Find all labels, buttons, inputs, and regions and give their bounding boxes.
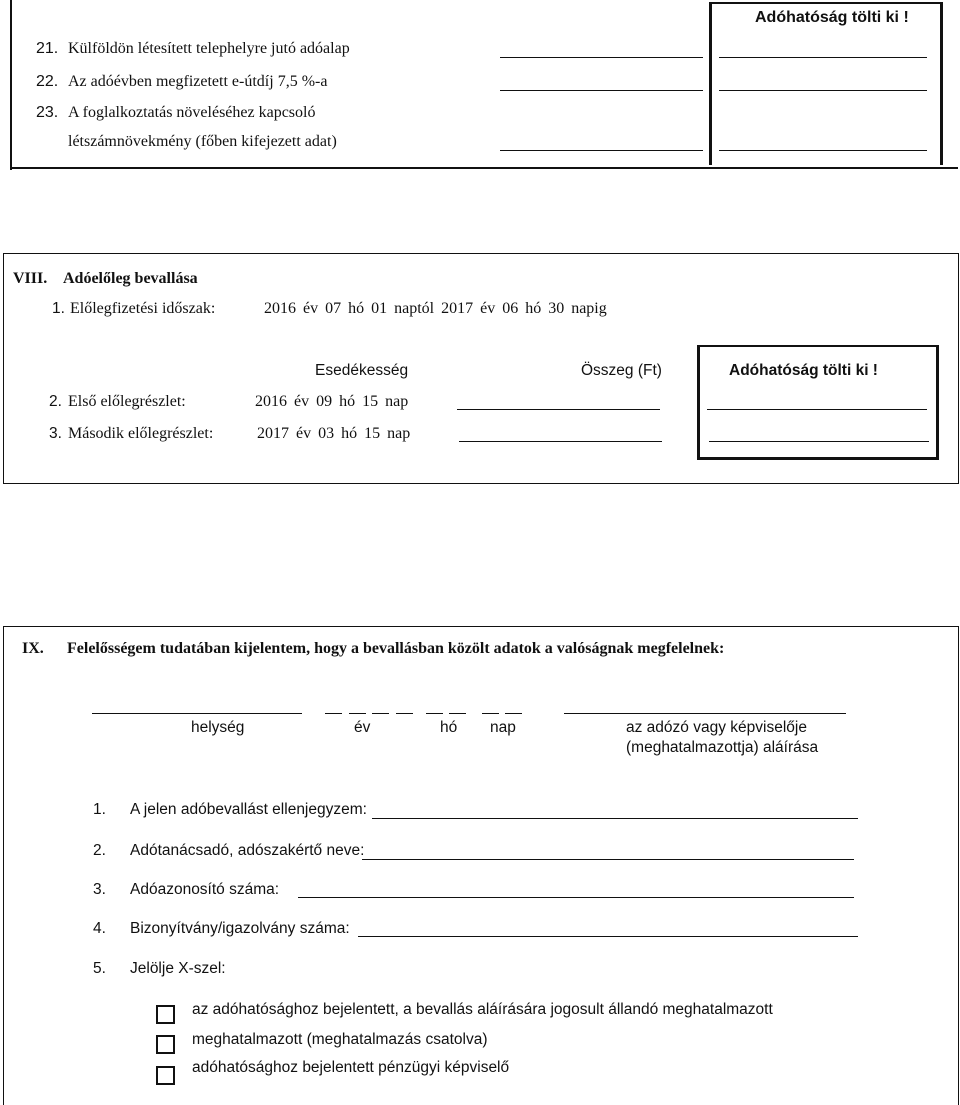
row-21-text: Külföldön létesített telephelyre jutó adóalap xyxy=(68,40,350,57)
viii-authority-label: Adóhatóság tölti ki ! xyxy=(729,362,878,379)
month-digit-2[interactable] xyxy=(449,713,466,714)
col-amount-header: Összeg (Ft) xyxy=(581,362,662,379)
year-digit-2[interactable] xyxy=(349,713,366,714)
day-label: nap xyxy=(490,719,516,736)
viii-authority-box-right xyxy=(936,345,939,460)
day-digit-2[interactable] xyxy=(505,713,522,714)
option-3-checkbox[interactable] xyxy=(156,1066,175,1085)
option-2-checkbox[interactable] xyxy=(156,1035,175,1054)
row-22-authority-field[interactable] xyxy=(719,90,927,91)
tax-id-field[interactable] xyxy=(298,897,854,898)
top-authority-label: Adóhatóság tölti ki ! xyxy=(755,9,909,26)
item-4-text: Bizonyítvány/igazolvány száma: xyxy=(130,920,350,937)
year-digit-4[interactable] xyxy=(396,713,413,714)
row-21-authority-field[interactable] xyxy=(719,57,927,58)
place-field[interactable] xyxy=(92,713,302,714)
installment-1-authority-field[interactable] xyxy=(707,409,927,410)
top-authority-box-right xyxy=(940,2,943,165)
section-ix-title: Felelősségem tudatában kijelentem, hogy a bevallásban közölt adatok a valóságnak megfelelnek: xyxy=(67,640,725,657)
option-1-checkbox[interactable] xyxy=(156,1005,175,1024)
item-1-text: A jelen adóbevallást ellenjegyzem: xyxy=(130,801,367,818)
year-digit-1[interactable] xyxy=(325,713,342,714)
row-22-text: Az adóévben megfizetett e-útdíj 7,5 %-a xyxy=(68,73,328,90)
item-5-num: 5. xyxy=(93,960,106,977)
col-due-header: Esedékesség xyxy=(315,362,409,379)
top-bottom-border xyxy=(10,167,958,169)
viii-authority-box-left xyxy=(697,345,700,460)
row-23-amount-field[interactable] xyxy=(500,150,703,151)
option-1-label: az adóhatósághoz bejelentett, a bevallás aláírására jogosult állandó meghatalmazott xyxy=(192,1001,773,1018)
top-left-border xyxy=(10,0,12,170)
installment-2-num: 3. xyxy=(49,425,62,442)
place-label: helység xyxy=(191,719,245,736)
item-4-num: 4. xyxy=(93,920,106,937)
certificate-number-field[interactable] xyxy=(358,936,858,937)
item-1-num: 1. xyxy=(93,801,106,818)
section-viii-roman: VIII. xyxy=(13,270,48,287)
viii-authority-box-top xyxy=(697,345,939,347)
top-authority-box-top xyxy=(709,2,943,4)
item-3-text: Adóazonosító száma: xyxy=(130,881,280,898)
installment-2-date: 2017 év 03 hó 15 nap xyxy=(257,425,411,442)
option-2-label: meghatalmazott (meghatalmazás csatolva) xyxy=(192,1031,488,1048)
year-label: év xyxy=(354,719,371,736)
installment-1-num: 2. xyxy=(49,393,62,410)
section-viii-title: Adóelőleg bevallása xyxy=(63,270,198,287)
row-23-authority-field[interactable] xyxy=(719,150,927,151)
installment-1-date: 2016 év 09 hó 15 nap xyxy=(255,393,409,410)
signature-label-line2: (meghatalmazottja) aláírása xyxy=(626,739,819,756)
month-digit-1[interactable] xyxy=(426,713,443,714)
year-digit-3[interactable] xyxy=(372,713,389,714)
period-label: Előlegfizetési időszak: xyxy=(70,300,216,317)
row-23-text: A foglalkoztatás növeléséhez kapcsoló xyxy=(68,104,316,121)
installment-1-label: Első előlegrészlet: xyxy=(68,393,186,410)
viii-authority-box-bottom xyxy=(697,457,939,460)
row-23-text-cont: létszámnövekmény (főben kifejezett adat) xyxy=(68,133,337,150)
row-22-num: 22. xyxy=(36,73,59,90)
period-num: 1. xyxy=(52,300,65,317)
row-23-num: 23. xyxy=(36,104,59,121)
option-3-label: adóhatósághoz bejelentett pénzügyi képviselő xyxy=(192,1059,510,1076)
countersign-field[interactable] xyxy=(372,818,858,819)
installment-1-amount-field[interactable] xyxy=(457,409,660,410)
signature-field[interactable] xyxy=(564,713,846,714)
row-22-amount-field[interactable] xyxy=(500,90,703,91)
day-digit-1[interactable] xyxy=(482,713,499,714)
installment-2-amount-field[interactable] xyxy=(459,441,662,442)
month-label: hó xyxy=(440,719,458,736)
row-21-num: 21. xyxy=(36,40,59,57)
installment-2-label: Második előlegrészlet: xyxy=(68,425,214,442)
item-2-num: 2. xyxy=(93,842,106,859)
advisor-name-field[interactable] xyxy=(362,859,854,860)
item-5-text: Jelölje X-szel: xyxy=(130,960,226,977)
item-2-text: Adótanácsadó, adószakértő neve: xyxy=(130,842,365,859)
period-value: 2016 év 07 hó 01 naptól 2017 év 06 hó 30 napig xyxy=(264,300,607,317)
top-authority-box-left xyxy=(709,2,712,165)
section-ix-roman: IX. xyxy=(22,640,44,657)
row-21-amount-field[interactable] xyxy=(500,57,703,58)
signature-label-line1: az adózó vagy képviselője xyxy=(626,719,807,736)
installment-2-authority-field[interactable] xyxy=(709,441,929,442)
item-3-num: 3. xyxy=(93,881,106,898)
